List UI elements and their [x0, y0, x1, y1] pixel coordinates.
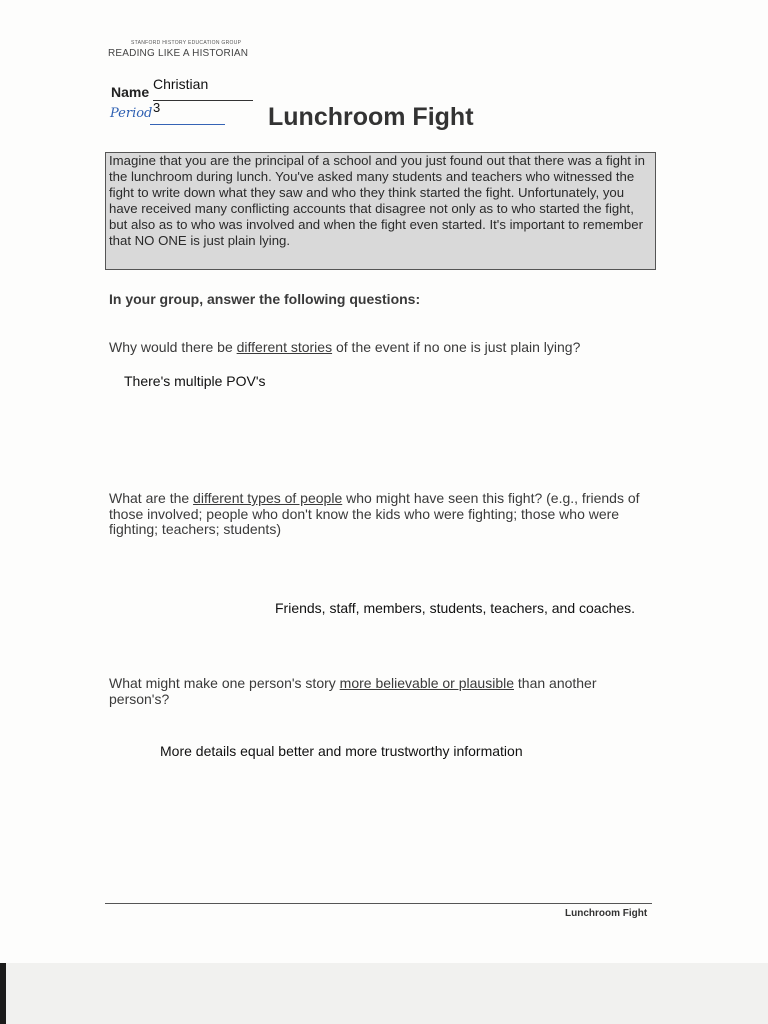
question-2-underlined: different types of people — [193, 490, 343, 506]
question-1 — [109, 340, 580, 356]
question-3-underlined: more believable or plausible — [339, 675, 514, 691]
question-1-before: Why would there be — [109, 339, 237, 355]
period-underline — [150, 124, 225, 125]
instruction-text: In your group, answer the following questions: — [109, 291, 421, 307]
name-value: Christian — [153, 76, 209, 92]
footer-rule — [105, 903, 652, 904]
footer-title: Lunchroom Fight — [565, 908, 648, 919]
header-caption: STANFORD HISTORY EDUCATION GROUP — [131, 40, 242, 46]
header-program: READING LIKE A HISTORIAN — [108, 48, 249, 59]
scan-background — [0, 963, 768, 1024]
answer-2: Friends, staff, members, students, teachers, and coaches. — [275, 600, 636, 616]
question-1-underlined: different stories — [236, 339, 333, 355]
document-title: Lunchroom Fight — [268, 103, 474, 131]
name-label: Name — [111, 84, 150, 100]
question-2-before: What are the — [109, 490, 194, 506]
scan-edge — [0, 963, 6, 1024]
answer-3: More details equal better and more trustworthy information — [160, 743, 523, 759]
question-3-after: than another person's? — [109, 675, 597, 707]
intro-box — [105, 152, 656, 270]
question-2-after: who might have seen this fight? (e.g., friends of those involved; people who don't know the kids who were fighting; those who were fighting; teachers; students) — [109, 490, 640, 537]
question-3-before: What might make one person's story — [109, 675, 340, 691]
answer-1: There's multiple POV's — [124, 373, 266, 389]
period-value: 3 — [153, 100, 161, 115]
intro-text: Imagine that you are the principal of a school and you just found out that there was a fight in the lunchroom during lunch. You've asked many students and teachers who witnessed the fight to write down what they saw and who they think started the fight. Unfortunately, you have received many conflicting accounts that disagree not only as to who started the fight, but also as to who was involved and when the fight even started. It's important to remember that NO ONE is just plain lying. — [109, 153, 645, 248]
period-label: Period — [110, 106, 153, 121]
question-2 — [109, 491, 649, 538]
question-3 — [109, 676, 649, 707]
name-underline — [153, 100, 253, 101]
question-1-after: of the event if no one is just plain lying? — [332, 339, 581, 355]
